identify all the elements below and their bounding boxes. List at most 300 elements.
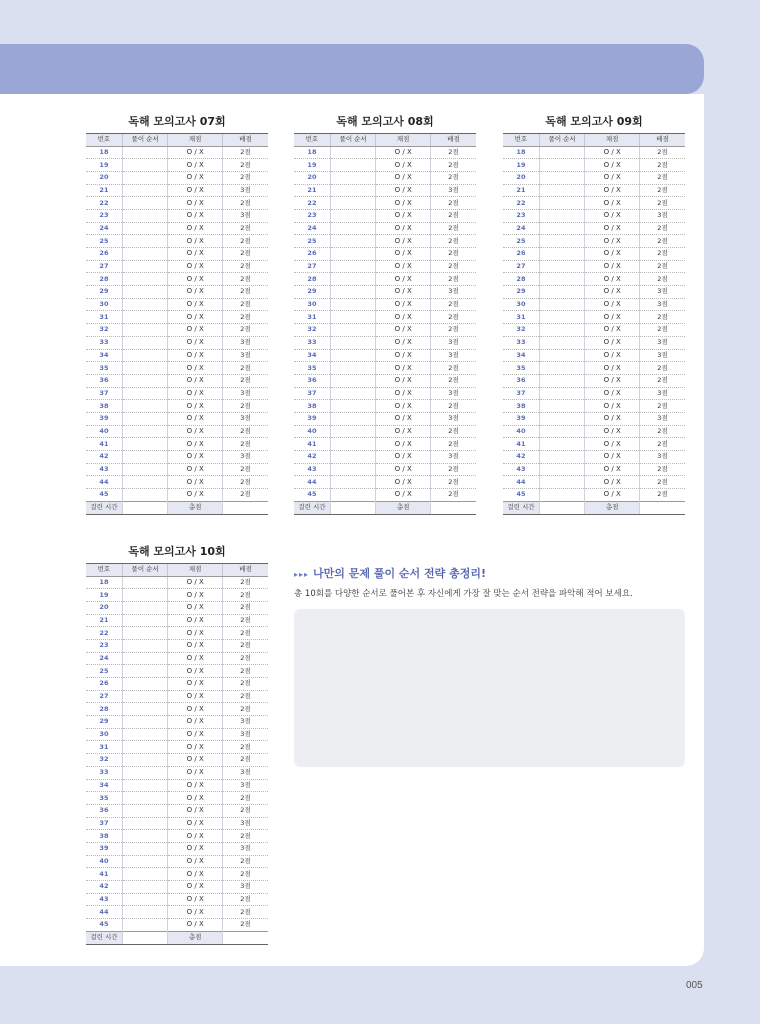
solve-order-cell[interactable] xyxy=(122,766,168,779)
solve-order-cell[interactable] xyxy=(330,298,376,311)
solve-order-cell[interactable] xyxy=(330,197,376,210)
grade-mark[interactable]: O / X xyxy=(376,374,431,387)
grade-mark[interactable]: O / X xyxy=(585,209,640,222)
grade-mark[interactable]: O / X xyxy=(168,412,223,425)
grade-mark[interactable]: O / X xyxy=(585,374,640,387)
grade-mark[interactable]: O / X xyxy=(168,438,223,451)
grade-mark[interactable]: O / X xyxy=(168,425,223,438)
solve-order-cell[interactable] xyxy=(122,830,168,843)
grade-mark[interactable]: O / X xyxy=(585,489,640,502)
solve-order-cell[interactable] xyxy=(122,400,168,413)
grade-mark[interactable]: O / X xyxy=(168,589,223,602)
solve-order-cell[interactable] xyxy=(539,159,585,172)
solve-order-cell[interactable] xyxy=(539,260,585,273)
solve-order-cell[interactable] xyxy=(330,311,376,324)
solve-order-cell[interactable] xyxy=(122,678,168,691)
points-value: 2점 xyxy=(222,601,268,614)
points-value: 2점 xyxy=(222,159,268,172)
solve-order-cell[interactable] xyxy=(122,476,168,489)
question-number: 24 xyxy=(86,222,122,235)
solve-order-cell[interactable] xyxy=(122,387,168,400)
grade-mark[interactable]: O / X xyxy=(585,260,640,273)
grade-mark[interactable]: O / X xyxy=(376,336,431,349)
grade-mark[interactable]: O / X xyxy=(168,349,223,362)
grade-mark[interactable]: O / X xyxy=(168,209,223,222)
grade-mark[interactable]: O / X xyxy=(376,412,431,425)
grade-mark[interactable]: O / X xyxy=(585,235,640,248)
time-input-cell[interactable] xyxy=(122,931,168,944)
question-number: 42 xyxy=(86,451,122,464)
grade-mark[interactable]: O / X xyxy=(168,463,223,476)
solve-order-cell[interactable] xyxy=(539,387,585,400)
solve-order-cell[interactable] xyxy=(122,222,168,235)
question-number: 18 xyxy=(86,146,122,159)
solve-order-cell[interactable] xyxy=(122,919,168,932)
grade-mark[interactable]: O / X xyxy=(168,919,223,932)
grade-mark[interactable]: O / X xyxy=(376,463,431,476)
solve-order-cell[interactable] xyxy=(330,387,376,400)
solve-order-cell[interactable] xyxy=(330,260,376,273)
table-row xyxy=(86,273,268,286)
points-value: 2점 xyxy=(222,893,268,906)
solve-order-cell[interactable] xyxy=(122,171,168,184)
time-input-cell[interactable] xyxy=(330,501,376,514)
grade-mark[interactable]: O / X xyxy=(376,476,431,489)
solve-order-cell[interactable] xyxy=(122,817,168,830)
grade-mark[interactable]: O / X xyxy=(168,184,223,197)
solve-order-cell[interactable] xyxy=(122,716,168,729)
solve-order-cell[interactable] xyxy=(122,248,168,261)
solve-order-cell[interactable] xyxy=(330,489,376,502)
grade-mark[interactable]: O / X xyxy=(168,690,223,703)
table-row xyxy=(294,362,476,375)
grade-mark[interactable]: O / X xyxy=(168,159,223,172)
solve-order-cell[interactable] xyxy=(330,463,376,476)
solve-order-cell[interactable] xyxy=(539,146,585,159)
total-input-cell[interactable] xyxy=(222,501,268,514)
solve-order-cell[interactable] xyxy=(539,412,585,425)
points-value: 3점 xyxy=(639,209,685,222)
solve-order-cell[interactable] xyxy=(539,463,585,476)
solve-order-cell[interactable] xyxy=(539,222,585,235)
solve-order-cell[interactable] xyxy=(122,792,168,805)
grade-mark[interactable]: O / X xyxy=(376,197,431,210)
question-number: 40 xyxy=(86,425,122,438)
grade-mark[interactable]: O / X xyxy=(585,425,640,438)
grade-mark[interactable]: O / X xyxy=(168,336,223,349)
grade-mark[interactable]: O / X xyxy=(168,489,223,502)
grade-mark[interactable]: O / X xyxy=(376,387,431,400)
solve-order-cell[interactable] xyxy=(122,576,168,589)
points-value: 2점 xyxy=(222,438,268,451)
question-number: 19 xyxy=(86,589,122,602)
grade-mark[interactable]: O / X xyxy=(168,842,223,855)
solve-order-cell[interactable] xyxy=(122,703,168,716)
grade-mark[interactable]: O / X xyxy=(168,817,223,830)
solve-order-cell[interactable] xyxy=(539,362,585,375)
table-row xyxy=(86,779,268,792)
time-input-cell[interactable] xyxy=(122,501,168,514)
grade-mark[interactable]: O / X xyxy=(585,298,640,311)
solve-order-cell[interactable] xyxy=(330,184,376,197)
solve-order-cell[interactable] xyxy=(539,235,585,248)
solve-order-cell[interactable] xyxy=(122,842,168,855)
grade-mark[interactable]: O / X xyxy=(168,298,223,311)
grade-mark[interactable]: O / X xyxy=(168,171,223,184)
total-input-cell[interactable] xyxy=(430,501,476,514)
grade-mark[interactable]: O / X xyxy=(168,286,223,299)
question-number: 43 xyxy=(86,463,122,476)
solve-order-cell[interactable] xyxy=(330,336,376,349)
question-number: 20 xyxy=(86,601,122,614)
solve-order-cell[interactable] xyxy=(539,209,585,222)
question-number: 21 xyxy=(86,184,122,197)
grade-mark[interactable]: O / X xyxy=(376,349,431,362)
grade-mark[interactable]: O / X xyxy=(376,184,431,197)
solve-order-cell[interactable] xyxy=(122,463,168,476)
points-value: 2점 xyxy=(222,298,268,311)
points-value: 2점 xyxy=(639,171,685,184)
grade-mark[interactable]: O / X xyxy=(168,387,223,400)
solve-order-cell[interactable] xyxy=(539,184,585,197)
grade-mark[interactable]: O / X xyxy=(168,678,223,691)
solve-order-cell[interactable] xyxy=(539,489,585,502)
solve-order-cell[interactable] xyxy=(122,311,168,324)
grade-mark[interactable]: O / X xyxy=(376,400,431,413)
table-row xyxy=(86,728,268,741)
solve-order-cell[interactable] xyxy=(122,349,168,362)
grade-mark[interactable]: O / X xyxy=(168,652,223,665)
solve-order-cell[interactable] xyxy=(122,336,168,349)
solve-order-cell[interactable] xyxy=(330,209,376,222)
table-row xyxy=(294,476,476,489)
question-number: 42 xyxy=(294,451,330,464)
grade-mark[interactable]: O / X xyxy=(585,146,640,159)
question-number: 24 xyxy=(503,222,539,235)
solve-order-cell[interactable] xyxy=(330,159,376,172)
grade-mark[interactable]: O / X xyxy=(376,324,431,337)
question-number: 32 xyxy=(294,324,330,337)
solve-order-cell[interactable] xyxy=(122,639,168,652)
table-row xyxy=(503,463,685,476)
points-value: 2점 xyxy=(639,146,685,159)
grade-mark[interactable]: O / X xyxy=(168,576,223,589)
solve-order-cell[interactable] xyxy=(122,754,168,767)
solve-order-cell[interactable] xyxy=(122,614,168,627)
solve-order-cell[interactable] xyxy=(539,273,585,286)
grade-mark[interactable]: O / X xyxy=(585,412,640,425)
grade-mark[interactable]: O / X xyxy=(376,248,431,261)
grade-mark[interactable]: O / X xyxy=(168,893,223,906)
grade-mark[interactable]: O / X xyxy=(376,209,431,222)
solve-order-cell[interactable] xyxy=(122,298,168,311)
grade-mark[interactable]: O / X xyxy=(376,438,431,451)
grade-mark[interactable]: O / X xyxy=(376,171,431,184)
grade-mark[interactable]: O / X xyxy=(585,197,640,210)
solve-order-cell[interactable] xyxy=(330,425,376,438)
grade-mark[interactable]: O / X xyxy=(168,362,223,375)
solve-order-cell[interactable] xyxy=(122,601,168,614)
question-number: 22 xyxy=(86,197,122,210)
solve-order-cell[interactable] xyxy=(122,489,168,502)
question-number: 31 xyxy=(503,311,539,324)
grade-mark[interactable]: O / X xyxy=(168,665,223,678)
grade-mark[interactable]: O / X xyxy=(168,830,223,843)
grade-mark[interactable]: O / X xyxy=(168,601,223,614)
grade-mark[interactable]: O / X xyxy=(376,425,431,438)
solve-order-cell[interactable] xyxy=(539,349,585,362)
strategy-notes-box[interactable] xyxy=(294,609,685,767)
grade-mark[interactable]: O / X xyxy=(585,159,640,172)
table-row xyxy=(503,489,685,502)
solve-order-cell[interactable] xyxy=(122,209,168,222)
solve-order-cell[interactable] xyxy=(539,311,585,324)
solve-order-cell[interactable] xyxy=(330,286,376,299)
grade-mark[interactable]: O / X xyxy=(376,235,431,248)
solve-order-cell[interactable] xyxy=(330,400,376,413)
points-value: 2점 xyxy=(430,209,476,222)
grade-mark[interactable]: O / X xyxy=(585,387,640,400)
solve-order-cell[interactable] xyxy=(122,197,168,210)
solve-order-cell[interactable] xyxy=(122,589,168,602)
solve-order-cell[interactable] xyxy=(539,171,585,184)
solve-order-cell[interactable] xyxy=(122,438,168,451)
grade-mark[interactable]: O / X xyxy=(585,400,640,413)
grade-mark[interactable]: O / X xyxy=(168,400,223,413)
grade-mark[interactable]: O / X xyxy=(168,248,223,261)
grade-mark[interactable]: O / X xyxy=(376,146,431,159)
solve-order-cell[interactable] xyxy=(122,374,168,387)
table-row xyxy=(294,184,476,197)
grade-mark[interactable]: O / X xyxy=(585,311,640,324)
solve-order-cell[interactable] xyxy=(539,451,585,464)
table-row xyxy=(86,463,268,476)
table-row xyxy=(86,703,268,716)
grade-mark[interactable]: O / X xyxy=(168,792,223,805)
solve-order-cell[interactable] xyxy=(539,476,585,489)
grade-mark[interactable]: O / X xyxy=(585,476,640,489)
solve-order-cell[interactable] xyxy=(330,248,376,261)
solve-order-cell[interactable] xyxy=(122,159,168,172)
points-value: 2점 xyxy=(430,197,476,210)
solve-order-cell[interactable] xyxy=(122,728,168,741)
solve-order-cell[interactable] xyxy=(330,273,376,286)
solve-order-cell[interactable] xyxy=(122,184,168,197)
grade-mark[interactable]: O / X xyxy=(376,222,431,235)
solve-order-cell[interactable] xyxy=(122,855,168,868)
grade-mark[interactable]: O / X xyxy=(376,298,431,311)
table-row xyxy=(294,425,476,438)
points-value: 2점 xyxy=(430,476,476,489)
question-number: 29 xyxy=(86,716,122,729)
solve-order-cell[interactable] xyxy=(122,741,168,754)
grade-mark[interactable]: O / X xyxy=(585,362,640,375)
points-value: 2점 xyxy=(222,311,268,324)
solve-order-cell[interactable] xyxy=(539,324,585,337)
solve-order-cell[interactable] xyxy=(539,248,585,261)
table-row xyxy=(503,412,685,425)
solve-order-cell[interactable] xyxy=(330,438,376,451)
points-value: 2점 xyxy=(222,868,268,881)
question-number: 34 xyxy=(294,349,330,362)
solve-order-cell[interactable] xyxy=(122,893,168,906)
grade-mark[interactable]: O / X xyxy=(376,451,431,464)
solve-order-cell[interactable] xyxy=(122,451,168,464)
grade-mark[interactable]: O / X xyxy=(585,336,640,349)
grade-mark[interactable]: O / X xyxy=(168,741,223,754)
table-row xyxy=(503,171,685,184)
solve-order-cell[interactable] xyxy=(122,779,168,792)
question-number: 26 xyxy=(86,678,122,691)
points-value: 2점 xyxy=(430,159,476,172)
solve-order-cell[interactable] xyxy=(122,804,168,817)
points-value: 3점 xyxy=(222,842,268,855)
question-number: 20 xyxy=(294,171,330,184)
grade-mark[interactable]: O / X xyxy=(168,716,223,729)
time-input-cell[interactable] xyxy=(539,501,585,514)
grade-mark[interactable]: O / X xyxy=(168,374,223,387)
total-input-cell[interactable] xyxy=(639,501,685,514)
solve-order-cell[interactable] xyxy=(330,324,376,337)
grade-mark[interactable]: O / X xyxy=(585,273,640,286)
grade-mark[interactable]: O / X xyxy=(168,703,223,716)
table-row xyxy=(294,336,476,349)
points-value: 2점 xyxy=(639,222,685,235)
solve-order-cell[interactable] xyxy=(122,868,168,881)
solve-order-cell[interactable] xyxy=(122,425,168,438)
grade-mark[interactable]: O / X xyxy=(168,906,223,919)
grade-mark[interactable]: O / X xyxy=(376,489,431,502)
solve-order-cell[interactable] xyxy=(122,906,168,919)
total-label: 총점 xyxy=(168,501,223,514)
grade-mark[interactable]: O / X xyxy=(376,311,431,324)
solve-order-cell[interactable] xyxy=(539,374,585,387)
grade-mark[interactable]: O / X xyxy=(168,728,223,741)
points-value: 2점 xyxy=(430,438,476,451)
question-number: 28 xyxy=(503,273,539,286)
solve-order-cell[interactable] xyxy=(330,146,376,159)
question-number: 36 xyxy=(294,374,330,387)
question-number: 37 xyxy=(86,817,122,830)
solve-order-cell[interactable] xyxy=(122,146,168,159)
grade-mark[interactable]: O / X xyxy=(168,273,223,286)
grade-mark[interactable]: O / X xyxy=(168,868,223,881)
solve-order-cell[interactable] xyxy=(122,412,168,425)
solve-order-cell[interactable] xyxy=(122,235,168,248)
grade-mark[interactable]: O / X xyxy=(585,451,640,464)
grade-mark[interactable]: O / X xyxy=(168,146,223,159)
solve-order-cell[interactable] xyxy=(539,286,585,299)
solve-order-cell[interactable] xyxy=(122,652,168,665)
grade-mark[interactable]: O / X xyxy=(168,855,223,868)
points-value: 3점 xyxy=(639,298,685,311)
grade-mark[interactable]: O / X xyxy=(585,222,640,235)
table-row xyxy=(294,209,476,222)
grade-mark[interactable]: O / X xyxy=(168,311,223,324)
solve-order-cell[interactable] xyxy=(330,362,376,375)
solve-order-cell[interactable] xyxy=(330,222,376,235)
grade-mark[interactable]: O / X xyxy=(585,248,640,261)
solve-order-cell[interactable] xyxy=(330,451,376,464)
grade-mark[interactable]: O / X xyxy=(168,614,223,627)
grade-mark[interactable]: O / X xyxy=(168,639,223,652)
table-row xyxy=(294,324,476,337)
grade-mark[interactable]: O / X xyxy=(168,324,223,337)
grade-mark[interactable]: O / X xyxy=(585,349,640,362)
question-number: 28 xyxy=(294,273,330,286)
solve-order-cell[interactable] xyxy=(539,336,585,349)
grade-mark[interactable]: O / X xyxy=(168,754,223,767)
solve-order-cell[interactable] xyxy=(539,197,585,210)
grade-mark[interactable]: O / X xyxy=(585,286,640,299)
question-number: 32 xyxy=(503,324,539,337)
solve-order-cell[interactable] xyxy=(122,286,168,299)
solve-order-cell[interactable] xyxy=(122,273,168,286)
solve-order-cell[interactable] xyxy=(122,881,168,894)
solve-order-cell[interactable] xyxy=(122,362,168,375)
solve-order-cell[interactable] xyxy=(330,349,376,362)
points-value: 3점 xyxy=(222,209,268,222)
solve-order-cell[interactable] xyxy=(330,171,376,184)
solve-order-cell[interactable] xyxy=(539,298,585,311)
col-header-order: 풀이 순서 xyxy=(122,134,168,147)
grade-mark[interactable]: O / X xyxy=(168,222,223,235)
solve-order-cell[interactable] xyxy=(122,627,168,640)
grade-mark[interactable]: O / X xyxy=(376,286,431,299)
grade-mark[interactable]: O / X xyxy=(168,881,223,894)
grade-mark[interactable]: O / X xyxy=(376,260,431,273)
total-input-cell[interactable] xyxy=(222,931,268,944)
question-number: 27 xyxy=(86,690,122,703)
grade-mark[interactable]: O / X xyxy=(168,766,223,779)
table-row xyxy=(503,387,685,400)
solve-order-cell[interactable] xyxy=(330,235,376,248)
grade-mark[interactable]: O / X xyxy=(585,463,640,476)
grade-mark[interactable]: O / X xyxy=(585,184,640,197)
solve-order-cell[interactable] xyxy=(122,324,168,337)
question-number: 33 xyxy=(86,336,122,349)
grade-mark[interactable]: O / X xyxy=(168,451,223,464)
solve-order-cell[interactable] xyxy=(122,665,168,678)
grade-mark[interactable]: O / X xyxy=(376,273,431,286)
grade-mark[interactable]: O / X xyxy=(376,159,431,172)
solve-order-cell[interactable] xyxy=(122,690,168,703)
grade-mark[interactable]: O / X xyxy=(168,235,223,248)
grade-mark[interactable]: O / X xyxy=(585,171,640,184)
solve-order-cell[interactable] xyxy=(122,260,168,273)
question-number: 38 xyxy=(86,830,122,843)
solve-order-cell[interactable] xyxy=(539,400,585,413)
solve-order-cell[interactable] xyxy=(539,438,585,451)
solve-order-cell[interactable] xyxy=(330,476,376,489)
total-label: 총점 xyxy=(376,501,431,514)
grade-mark[interactable]: O / X xyxy=(585,438,640,451)
grade-mark[interactable]: O / X xyxy=(376,362,431,375)
grade-mark[interactable]: O / X xyxy=(168,476,223,489)
grade-mark[interactable]: O / X xyxy=(168,804,223,817)
grade-mark[interactable]: O / X xyxy=(585,324,640,337)
grade-mark[interactable]: O / X xyxy=(168,779,223,792)
solve-order-cell[interactable] xyxy=(330,374,376,387)
solve-order-cell[interactable] xyxy=(539,425,585,438)
solve-order-cell[interactable] xyxy=(330,412,376,425)
grade-mark[interactable]: O / X xyxy=(168,627,223,640)
question-number: 18 xyxy=(86,576,122,589)
grade-mark[interactable]: O / X xyxy=(168,260,223,273)
table-row xyxy=(503,209,685,222)
grade-mark[interactable]: O / X xyxy=(168,197,223,210)
col-header-points: 배점 xyxy=(430,134,476,147)
